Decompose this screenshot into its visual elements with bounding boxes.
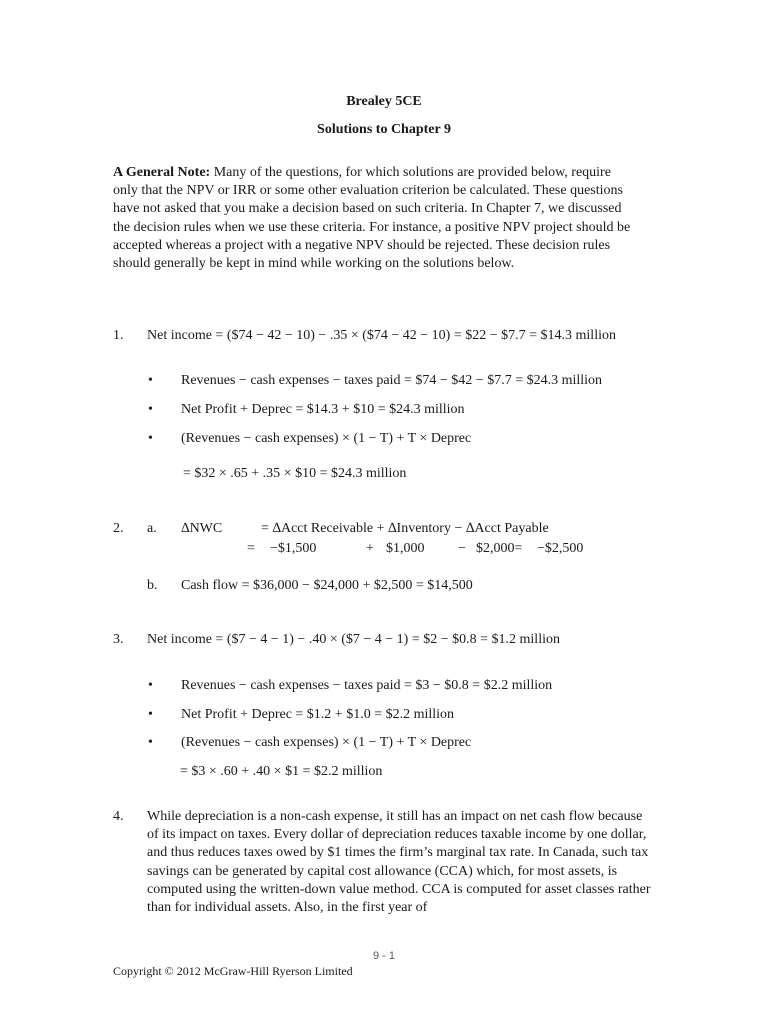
q3-net-income: Net income = ($7 − 4 − 1) − .40 × ($7 − 4 − 1) = $2 − $0.8 = $1.2 million [147, 632, 560, 647]
q1-bullet-3: (Revenues − cash expenses) × (1 − T) + T × Deprec [181, 431, 472, 446]
q2b-label: b. [147, 578, 158, 593]
q2a-plus: + [366, 541, 374, 556]
q2a-inventory-value: $1,000 [386, 541, 425, 556]
general-note-label: A General Note: [113, 165, 211, 180]
q3-bullet-1: Revenues − cash expenses − taxes paid = $3 − $0.8 = $2.2 million [181, 678, 553, 693]
q2-number: 2. [113, 521, 124, 536]
q2a-eq: = [247, 541, 255, 556]
copyright: Copyright © 2012 McGraw-Hill Ryerson Limited [113, 964, 353, 978]
page-number: 9 - 1 [372, 950, 395, 962]
q1-bullet-3-icon: • [148, 431, 153, 446]
q3-bullet-3: (Revenues − cash expenses) × (1 − T) + T × Deprec [181, 735, 472, 750]
q2a-result: −$2,500 [537, 541, 584, 556]
document-subtitle: Solutions to Chapter 9 [317, 122, 451, 137]
q2a-label: a. [147, 521, 157, 536]
q2a-formula: = ∆Acct Receivable + ∆Inventory − ∆Acct Payable [261, 521, 549, 536]
q1-bullet-1: Revenues − cash expenses − taxes paid = $74 − $42 − $7.7 = $24.3 million [181, 373, 603, 388]
q1-bullet-3-result: = $32 × .65 + .35 × $10 = $24.3 million [183, 466, 407, 481]
q1-bullet-2-icon: • [148, 402, 153, 417]
q1-number: 1. [113, 328, 124, 343]
q2a-minus: − [458, 541, 466, 556]
general-note-text: Many of the questions, for which solutions are provided below, require only that the NPV or IRR or some other evaluation criterion be calculated. These questions have not asked that you make a decision based on such criteria. In Chapter 7, we discussed the decision rules when we use these criteria. For instance, a positive NPV project should be accepted whereas a project with a negative NPV should be rejected. These decision rules should generally be kept in mind while working on the solutions below. [113, 165, 631, 272]
q2a-payable-value: $2,000= [476, 541, 523, 556]
document-title: Brealey 5CE [346, 94, 422, 109]
general-note [113, 164, 633, 273]
q3-bullet-2: Net Profit + Deprec = $1.2 + $1.0 = $2.2 million [181, 707, 455, 722]
q3-bullet-1-icon: • [148, 678, 153, 693]
q3-bullet-3-result: = $3 × .60 + .40 × $1 = $2.2 million [180, 764, 383, 779]
q4-text: While depreciation is a non-cash expense, it still has an impact on net cash flow because of its impact on taxes. Every dollar of depreciation reduces taxable income by one dollar, and thus reduces taxes owed by $1 times the firm’s marginal tax rate. In Canada, such tax savings can be generated by capital cost allowance (CCA) which, for most assets, is computed using the written-down value method. CCA is computed for asset classes rather than for individual assets. Also, in the first year of [147, 809, 651, 916]
q3-bullet-2-icon: • [148, 707, 153, 722]
q3-number: 3. [113, 632, 124, 647]
q2a-receivable-value: −$1,500 [270, 541, 317, 556]
q2b-cash-flow: Cash flow = $36,000 − $24,000 + $2,500 = $14,500 [181, 578, 473, 593]
q4-number: 4. [113, 809, 124, 824]
q1-net-income: Net income = ($74 − 42 − 10) − .35 × ($74 − 42 − 10) = $22 − $7.7 = $14.3 million [147, 328, 616, 343]
q3-bullet-3-icon: • [148, 735, 153, 750]
q1-bullet-1-icon: • [148, 373, 153, 388]
q2a-term: ∆NWC [181, 521, 223, 536]
q1-bullet-2: Net Profit + Deprec = $14.3 + $10 = $24.3 million [181, 402, 465, 417]
